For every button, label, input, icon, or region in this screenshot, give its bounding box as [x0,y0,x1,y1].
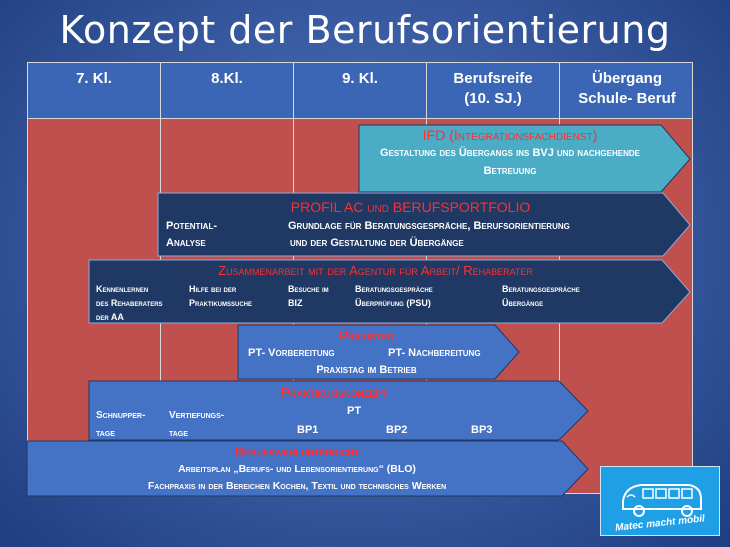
header-berufsreife [427,63,560,118]
praktikum-bp3: BP3 [471,424,493,436]
praktikum-arrow [89,381,589,441]
header-line: 7. Kl. [76,70,112,87]
profil-title: PROFIL AC und BERUFSPORTFOLIO [290,199,531,215]
header-line: Schule- Beruf [578,90,676,107]
praktikum-title: Praktikumskonzept [281,385,387,400]
praktikum-c2 [169,407,224,443]
agentur-col3 [288,282,329,310]
header-line: Übergang [591,70,662,87]
matec-logo [600,466,720,536]
agentur-title: Zusammenarbeit mit der Agentur für Arbeit/ Rehaberater [218,263,533,278]
praxistag-bottom: Praxistag im Betrieb [316,364,417,376]
praktikum-c1 [96,407,145,443]
praktikum-text: Schnupper- [96,410,146,421]
header-line: (10. SJ.) [464,90,522,107]
bwu-line2: Fachpraxis in der Bereichen Kochen, Textil und technisches Werken [147,480,447,492]
praktikum-bp2: BP2 [386,424,408,436]
profil-arrow [158,193,691,257]
header-grade-7 [28,63,161,118]
agentur-col5 [502,282,580,310]
praktikum-pt: PT [347,405,362,417]
agentur-text: Hilfe bei der [189,284,237,294]
praxistag-right: PT- Nachbereitung [388,347,481,359]
page-title: Konzept der Berufsorientierung [59,8,671,52]
bwu-arrow [27,441,589,497]
agentur-text: der AA [96,312,124,322]
bwu-title: Berufswahlunterricht [234,444,360,459]
header-line: 8.Kl. [211,70,243,87]
header-grade-8 [161,63,294,118]
agentur-col1 [96,282,163,324]
ifd-line1: Gestaltung des Übergangs ins BVJ und nachgehende [380,147,640,159]
agentur-text: Besuche im [288,284,329,294]
praktikum-text: Vertiefungs- [169,410,225,421]
agentur-text: Kennenlernen [96,284,149,294]
agentur-col2 [189,282,252,310]
agentur-text: Beratungsgespräche [502,284,580,294]
header-grade-9 [294,63,427,118]
profil-right2: und der Gestaltung der Übergänge [290,237,464,249]
praktikum-text: tage [169,428,188,439]
profil-left2: Analyse [166,237,206,249]
ifd-title: IFD (Integrationsfachdienst) [422,127,598,143]
ifd-arrow [359,125,691,193]
praktikum-bp1: BP1 [297,424,319,436]
agentur-arrow [89,260,691,324]
agentur-text: Übergänge [502,298,544,308]
praxistag-arrow [238,325,520,380]
logo-text: Matec macht mobil [614,513,706,534]
bwu-line1: Arbeitsplan „Berufs- und Lebensorientierung“ (BLO) [178,463,416,475]
ifd-line2: Betreuung [483,165,537,177]
header-line: 9. Kl. [342,70,378,87]
agentur-text: des Rehaberaters [96,298,163,308]
praxistag-title: Praxistag [339,328,394,343]
header-line: Berufsreife [453,70,533,87]
agentur-text: BIZ [288,298,303,308]
agentur-text: Beratungsgespräche [355,284,433,294]
praktikum-text: tage [96,428,115,439]
grade-header-row [27,62,693,119]
agentur-text: Praktikumssuche [189,298,253,308]
agentur-text: Überprüfung (PSU) [355,298,431,308]
header-uebergang [560,63,694,118]
agentur-col4 [355,282,433,310]
praxistag-left: PT- Vorbereitung [248,347,335,359]
profil-left1: Potential- [166,220,217,232]
profil-right1: Grundlage für Beratungsgespräche, Berufsorientierung [288,220,570,232]
